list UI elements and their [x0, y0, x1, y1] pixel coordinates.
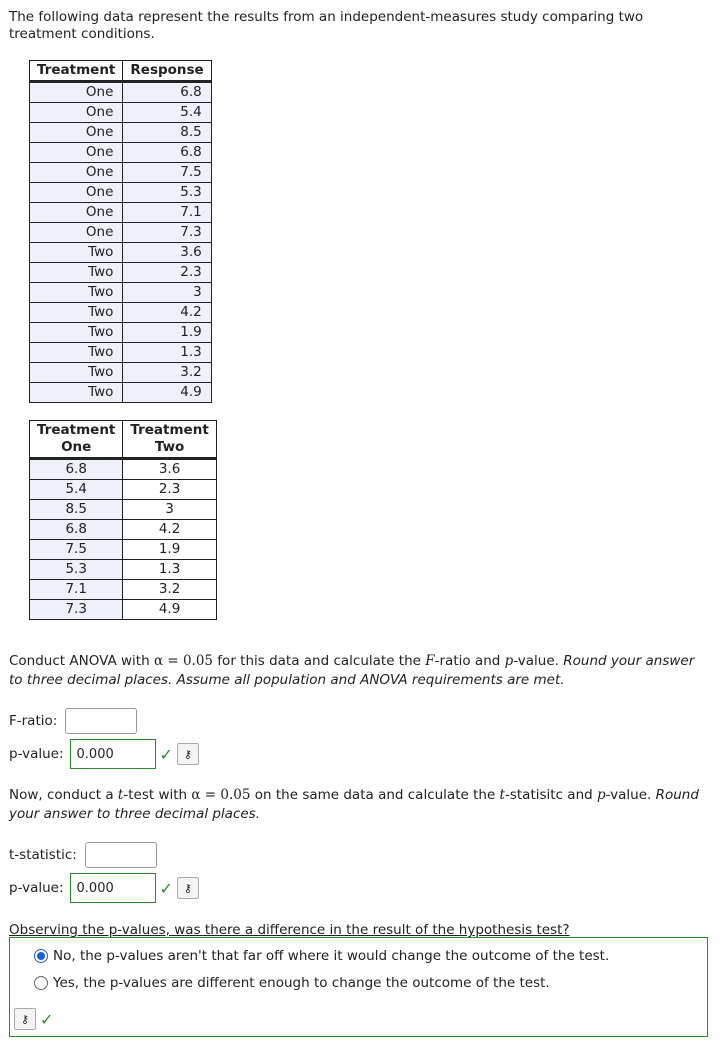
pvalue2-label: p-value: [9, 880, 64, 896]
treatment-cell: Two [30, 383, 123, 403]
treatment-cell: One [30, 183, 123, 203]
option-no[interactable] [34, 948, 609, 964]
table-row [30, 103, 212, 123]
intro-text: The following data represent the results from an independent-measures study comparing two treatment conditions. [9, 9, 644, 42]
response-cell: 2.3 [123, 263, 211, 283]
table-row [30, 600, 217, 620]
radio-icon[interactable] [34, 976, 48, 990]
treatment-two-cell: 4.9 [123, 600, 216, 620]
response-cell: 4.2 [123, 303, 211, 323]
response-cell: 1.3 [123, 343, 211, 363]
treatment-two-cell: 3.2 [123, 580, 216, 600]
treatment-cell: Two [30, 323, 123, 343]
treatment-cell: Two [30, 283, 123, 303]
table-row [30, 82, 212, 103]
treatment-one-cell: 6.8 [30, 520, 123, 540]
pvalue1-input[interactable]: 0.000 [70, 739, 156, 769]
treatment-two-cell: 4.2 [123, 520, 216, 540]
treatment-cell: One [30, 103, 123, 123]
pvalue1-label: p-value: [9, 746, 64, 762]
treatment-cell: One [30, 123, 123, 143]
response-cell: 7.3 [123, 223, 211, 243]
response-cell: 8.5 [123, 123, 211, 143]
treatment-cell: Two [30, 343, 123, 363]
question-difference: Observing the p-values, was there a difference in the result of the hypothesis test? [9, 922, 570, 938]
treatment-cell: One [30, 203, 123, 223]
treatment-one-cell: 7.1 [30, 580, 123, 600]
data-table-long [29, 60, 212, 403]
question-anova: Conduct ANOVA with α = 0.05 for this data and calculate the F-ratio and p-value. Round your answer to three decimal places. Assume all population and ANOVA requirements are met. [9, 653, 695, 688]
fratio-input[interactable] [65, 708, 137, 734]
tstat-input[interactable] [85, 842, 157, 868]
table1-header-treatment: Treatment [30, 61, 123, 82]
answer-box [9, 937, 708, 1037]
data-table-wide [29, 420, 217, 620]
option-no-label: No, the p-values aren't that far off where it would change the outcome of the test. [53, 948, 610, 964]
treatment-one-cell: 7.5 [30, 540, 123, 560]
response-cell: 7.1 [123, 203, 211, 223]
treatment-cell: Two [30, 303, 123, 323]
pvalue2-input[interactable]: 0.000 [70, 873, 156, 903]
radio-selected-icon[interactable] [34, 949, 48, 963]
tstat-label: t-statistic: [9, 847, 77, 863]
response-cell: 7.5 [123, 163, 211, 183]
table-row [30, 263, 212, 283]
response-cell: 3.6 [123, 243, 211, 263]
response-cell: 5.3 [123, 183, 211, 203]
table-row [30, 520, 217, 540]
table-row [30, 580, 217, 600]
response-cell: 5.4 [123, 103, 211, 123]
treatment-two-cell: 3 [123, 500, 216, 520]
table-row [30, 203, 212, 223]
treatment-cell: Two [30, 263, 123, 283]
mc-feedback [10, 1008, 53, 1030]
key-icon[interactable]: ⚷ [177, 877, 199, 899]
option-yes-label: Yes, the p-values are different enough to change the outcome of the test. [53, 975, 550, 991]
table-row [30, 163, 212, 183]
table-row [30, 500, 217, 520]
response-cell: 6.8 [123, 82, 211, 103]
response-cell: 1.9 [123, 323, 211, 343]
treatment-one-cell: 5.3 [30, 560, 123, 580]
table-row [30, 123, 212, 143]
tstat-row [9, 840, 157, 870]
table-row [30, 303, 212, 323]
table2-header-one: Treatment One [30, 421, 123, 459]
table2-header-two: Treatment Two [123, 421, 216, 459]
table-row [30, 459, 217, 480]
treatment-cell: One [30, 82, 123, 103]
pvalue1-row [9, 739, 199, 769]
key-icon[interactable]: ⚷ [177, 743, 199, 765]
response-cell: 3 [123, 283, 211, 303]
table-row [30, 143, 212, 163]
table-row [30, 383, 212, 403]
table-row [30, 183, 212, 203]
table-row [30, 243, 212, 263]
check-icon: ✓ [40, 1009, 54, 1029]
response-cell: 4.9 [123, 383, 211, 403]
fratio-label: F-ratio: [9, 713, 58, 729]
key-icon[interactable]: ⚷ [14, 1008, 36, 1030]
table-row [30, 363, 212, 383]
treatment-cell: One [30, 223, 123, 243]
treatment-two-cell: 1.9 [123, 540, 216, 560]
treatment-two-cell: 1.3 [123, 560, 216, 580]
treatment-one-cell: 8.5 [30, 500, 123, 520]
response-cell: 6.8 [123, 143, 211, 163]
response-cell: 3.2 [123, 363, 211, 383]
table-row [30, 560, 217, 580]
treatment-one-cell: 6.8 [30, 459, 123, 480]
treatment-cell: Two [30, 243, 123, 263]
treatment-one-cell: 5.4 [30, 480, 123, 500]
check-icon: ✓ [159, 744, 173, 764]
fratio-row [9, 706, 137, 736]
treatment-cell: One [30, 163, 123, 183]
table-row [30, 323, 212, 343]
treatment-cell: One [30, 143, 123, 163]
table-row [30, 540, 217, 560]
treatment-cell: Two [30, 363, 123, 383]
table1-header-response: Response [123, 61, 211, 82]
table-row [30, 283, 212, 303]
option-yes[interactable] [34, 975, 550, 991]
treatment-one-cell: 7.3 [30, 600, 123, 620]
table-row [30, 343, 212, 363]
table-row [30, 480, 217, 500]
treatment-two-cell: 2.3 [123, 480, 216, 500]
table-row [30, 223, 212, 243]
pvalue2-row [9, 873, 199, 903]
check-icon: ✓ [159, 878, 173, 898]
treatment-two-cell: 3.6 [123, 459, 216, 480]
question-ttest: Now, conduct a t-test with α = 0.05 on the same data and calculate the t-statisitc and p-value. Round your answer to three decimal places. [9, 787, 699, 822]
